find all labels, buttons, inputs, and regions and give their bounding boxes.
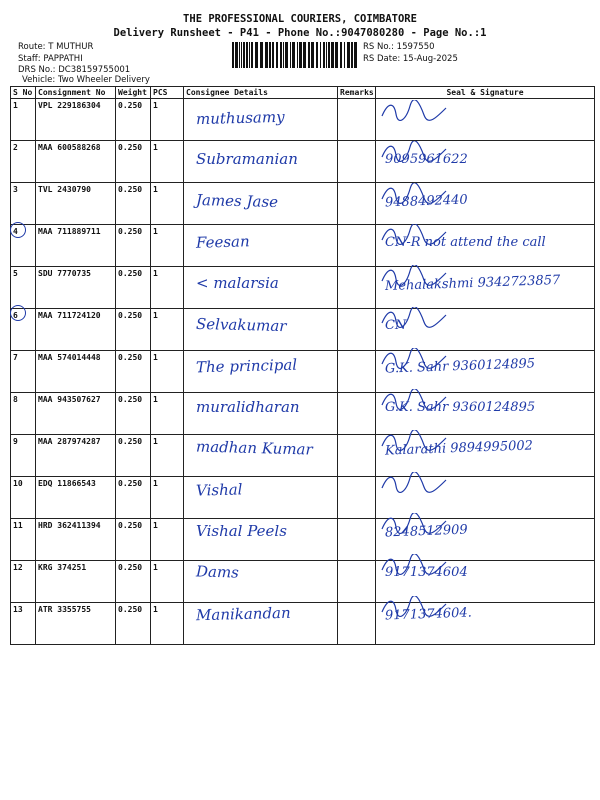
handwritten-consignee: Feesan bbox=[195, 232, 250, 252]
handwritten-consignee: Dams bbox=[195, 562, 240, 582]
sno-cell: 6 bbox=[11, 309, 36, 351]
runsheet-subtitle: Delivery Runsheet - P41 - Phone No.:9047080280 - Page No.:1 bbox=[113, 27, 487, 39]
sno-cell: 3 bbox=[11, 183, 36, 225]
weight-cell: 0.250 bbox=[116, 183, 151, 225]
vehicle-label: Vehicle: Two Wheeler Delivery bbox=[22, 75, 150, 85]
handwritten-consignee: Vishal bbox=[195, 480, 243, 500]
col-header-seal: Seal & Signature bbox=[376, 87, 595, 99]
weight-cell: 0.250 bbox=[116, 603, 151, 645]
barcode-image bbox=[232, 42, 358, 68]
sno-cell: 11 bbox=[11, 519, 36, 561]
table-row bbox=[11, 603, 595, 645]
pcs-cell: 1 bbox=[151, 561, 184, 603]
remarks-cell bbox=[338, 141, 376, 183]
col-header-pcs: PCS bbox=[151, 87, 184, 99]
sno-cell: 12 bbox=[11, 561, 36, 603]
col-header-sno: S No bbox=[11, 87, 36, 99]
table-header-row bbox=[11, 87, 595, 99]
consignment-no-cell: MAA 574014448 bbox=[36, 351, 116, 393]
handwritten-consignee: James Jase bbox=[195, 190, 279, 211]
row-number-circle-mark bbox=[10, 305, 26, 321]
handwritten-consignee: Subramanian bbox=[196, 150, 298, 169]
col-header-remarks: Remarks bbox=[338, 87, 376, 99]
table-row bbox=[11, 477, 595, 519]
sno-cell: 2 bbox=[11, 141, 36, 183]
pcs-cell: 1 bbox=[151, 225, 184, 267]
remarks-cell bbox=[338, 477, 376, 519]
pcs-cell: 1 bbox=[151, 603, 184, 645]
remarks-cell bbox=[338, 183, 376, 225]
handwritten-signature: G.K. Sahr 9360124895 bbox=[385, 400, 536, 416]
remarks-cell bbox=[338, 561, 376, 603]
consignment-no-cell: KRG 374251 bbox=[36, 561, 116, 603]
remarks-cell bbox=[338, 309, 376, 351]
pcs-cell: 1 bbox=[151, 309, 184, 351]
remarks-cell bbox=[338, 99, 376, 141]
row-number-circle-mark bbox=[10, 222, 26, 238]
handwritten-signature: Mehalakshmi 9342723857 bbox=[384, 273, 561, 295]
weight-cell: 0.250 bbox=[116, 435, 151, 477]
handwritten-consignee: Manikandan bbox=[195, 603, 291, 624]
consignment-no-cell: MAA 287974287 bbox=[36, 435, 116, 477]
rs-date: RS Date: 15-Aug-2025 bbox=[363, 54, 458, 64]
handwritten-signature: 9171374604. bbox=[384, 605, 473, 624]
table-row bbox=[11, 183, 595, 225]
consignment-no-cell: TVL 2430790 bbox=[36, 183, 116, 225]
table-row bbox=[11, 309, 595, 351]
signature-scribble bbox=[380, 307, 450, 329]
remarks-cell bbox=[338, 393, 376, 435]
consignment-no-cell: EDQ 11866543 bbox=[36, 477, 116, 519]
handwritten-signature: CN bbox=[385, 317, 407, 333]
handwritten-consignee: Vishal Peels bbox=[196, 522, 287, 540]
table-row bbox=[11, 519, 595, 561]
signature-scribble bbox=[380, 224, 450, 246]
handwritten-consignee: The principal bbox=[195, 355, 298, 377]
weight-cell: 0.250 bbox=[116, 141, 151, 183]
remarks-cell bbox=[338, 351, 376, 393]
pcs-cell: 1 bbox=[151, 477, 184, 519]
pcs-cell: 1 bbox=[151, 393, 184, 435]
consignment-no-cell: MAA 711889711 bbox=[36, 225, 116, 267]
pcs-cell: 1 bbox=[151, 267, 184, 309]
remarks-cell bbox=[338, 603, 376, 645]
remarks-cell bbox=[338, 225, 376, 267]
handwritten-signature: G.K. Sahr 9360124895 bbox=[384, 356, 536, 377]
consignment-no-cell: MAA 600588268 bbox=[36, 141, 116, 183]
table-row bbox=[11, 141, 595, 183]
remarks-cell bbox=[338, 435, 376, 477]
handwritten-consignee: muralidharan bbox=[196, 398, 300, 417]
sno-cell: 10 bbox=[11, 477, 36, 519]
handwritten-consignee: muthusamy bbox=[195, 107, 285, 129]
signature-scribble bbox=[380, 183, 450, 205]
consignment-no-cell: MAA 943507627 bbox=[36, 393, 116, 435]
pcs-cell: 1 bbox=[151, 183, 184, 225]
signature-scribble bbox=[380, 596, 450, 618]
col-header-weight: Weight bbox=[116, 87, 151, 99]
table-row bbox=[11, 99, 595, 141]
sno-cell: 13 bbox=[11, 603, 36, 645]
sno-cell: 1 bbox=[11, 99, 36, 141]
weight-cell: 0.250 bbox=[116, 225, 151, 267]
company-title: THE PROFESSIONAL COURIERS, COIMBATORE bbox=[183, 13, 417, 25]
signature-scribble bbox=[380, 554, 450, 576]
route-label: Route: T MUTHUR bbox=[18, 42, 94, 52]
consignment-no-cell: ATR 3355755 bbox=[36, 603, 116, 645]
drs-label: DRS No.: DC38159755001 bbox=[18, 65, 131, 75]
table-row bbox=[11, 561, 595, 603]
signature-scribble bbox=[380, 389, 450, 411]
signature-scribble bbox=[380, 100, 450, 122]
handwritten-signature: 9171374604 bbox=[385, 565, 468, 581]
sno-cell: 4 bbox=[11, 225, 36, 267]
weight-cell: 0.250 bbox=[116, 309, 151, 351]
remarks-cell bbox=[338, 267, 376, 309]
col-header-consignment: Consignment No bbox=[36, 87, 116, 99]
col-header-consignee: Consignee Details bbox=[184, 87, 338, 99]
handwritten-signature: 9095961622 bbox=[385, 152, 468, 168]
signature-scribble bbox=[380, 141, 450, 163]
handwritten-signature: 9488492440 bbox=[384, 192, 468, 211]
handwritten-signature: 8248512909 bbox=[384, 522, 468, 541]
pcs-cell: 1 bbox=[151, 351, 184, 393]
handwritten-consignee: < malarsia bbox=[196, 274, 279, 293]
handwritten-consignee: madhan Kumar bbox=[195, 437, 313, 459]
sno-cell: 7 bbox=[11, 351, 36, 393]
weight-cell: 0.250 bbox=[116, 99, 151, 141]
pcs-cell: 1 bbox=[151, 99, 184, 141]
handwritten-signature: Kalarathi 9894995002 bbox=[384, 438, 534, 459]
consignment-no-cell: SDU 7770735 bbox=[36, 267, 116, 309]
signature-scribble bbox=[380, 348, 450, 370]
signature-scribble bbox=[380, 472, 450, 494]
sno-cell: 8 bbox=[11, 393, 36, 435]
consignment-no-cell: MAA 711724120 bbox=[36, 309, 116, 351]
staff-label: Staff: PAPPATHI bbox=[18, 54, 83, 64]
handwritten-consignee: Selvakumar bbox=[195, 314, 287, 335]
signature-scribble bbox=[380, 265, 450, 287]
signature-scribble bbox=[380, 430, 450, 452]
rs-number: RS No.: 1597550 bbox=[363, 42, 435, 52]
weight-cell: 0.250 bbox=[116, 477, 151, 519]
consignment-no-cell: VPL 229186304 bbox=[36, 99, 116, 141]
weight-cell: 0.250 bbox=[116, 351, 151, 393]
weight-cell: 0.250 bbox=[116, 561, 151, 603]
sno-cell: 9 bbox=[11, 435, 36, 477]
pcs-cell: 1 bbox=[151, 435, 184, 477]
signature-scribble bbox=[380, 513, 450, 535]
weight-cell: 0.250 bbox=[116, 519, 151, 561]
sno-cell: 5 bbox=[11, 267, 36, 309]
pcs-cell: 1 bbox=[151, 141, 184, 183]
pcs-cell: 1 bbox=[151, 519, 184, 561]
weight-cell: 0.250 bbox=[116, 267, 151, 309]
consignment-no-cell: HRD 362411394 bbox=[36, 519, 116, 561]
remarks-cell bbox=[338, 519, 376, 561]
weight-cell: 0.250 bbox=[116, 393, 151, 435]
handwritten-signature: CN-R not attend the call bbox=[385, 234, 546, 250]
